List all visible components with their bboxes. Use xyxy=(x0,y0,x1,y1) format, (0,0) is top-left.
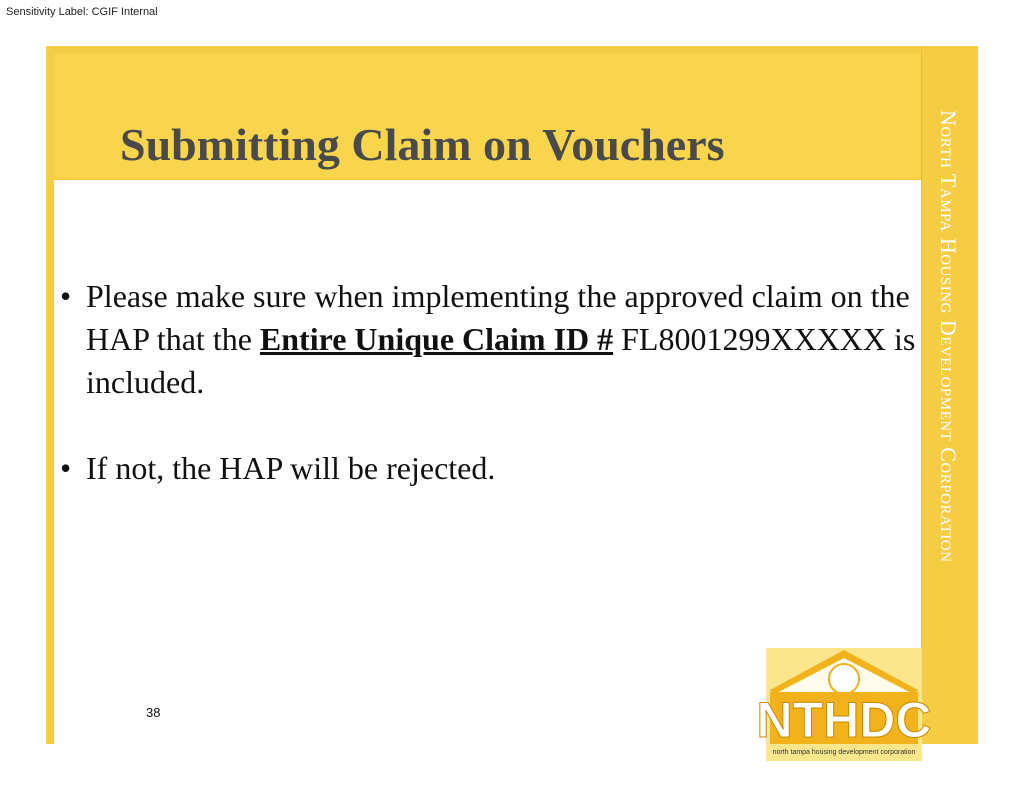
organization-name-vertical: North Tampa Housing Development Corporation xyxy=(936,110,961,563)
bullet-text: If not, the HAP will be rejected. xyxy=(86,450,496,486)
bullet-item xyxy=(60,275,920,404)
bullet-marker: • xyxy=(60,450,72,486)
bullet-text: Please make sure when implementing the approved claim on the HAP that the xyxy=(86,278,910,357)
bullet-marker: • xyxy=(60,278,72,314)
bullet-text-continued: FL8001299XXXXX is included. xyxy=(86,321,916,400)
house-logo-icon xyxy=(756,648,932,761)
page-number: 38 xyxy=(146,705,161,720)
bullet-list xyxy=(60,275,920,490)
slide-title: Submitting Claim on Vouchers xyxy=(120,119,725,170)
logo-tagline: north tampa housing development corporation xyxy=(772,749,916,756)
nthdc-logo xyxy=(756,648,932,761)
claim-id-emphasis: Entire Unique Claim ID # xyxy=(259,321,614,357)
bullet-item xyxy=(60,447,920,490)
sensitivity-label: Sensitivity Label: CGIF Internal xyxy=(6,6,158,18)
logo-letters: NTHDC xyxy=(756,692,932,748)
